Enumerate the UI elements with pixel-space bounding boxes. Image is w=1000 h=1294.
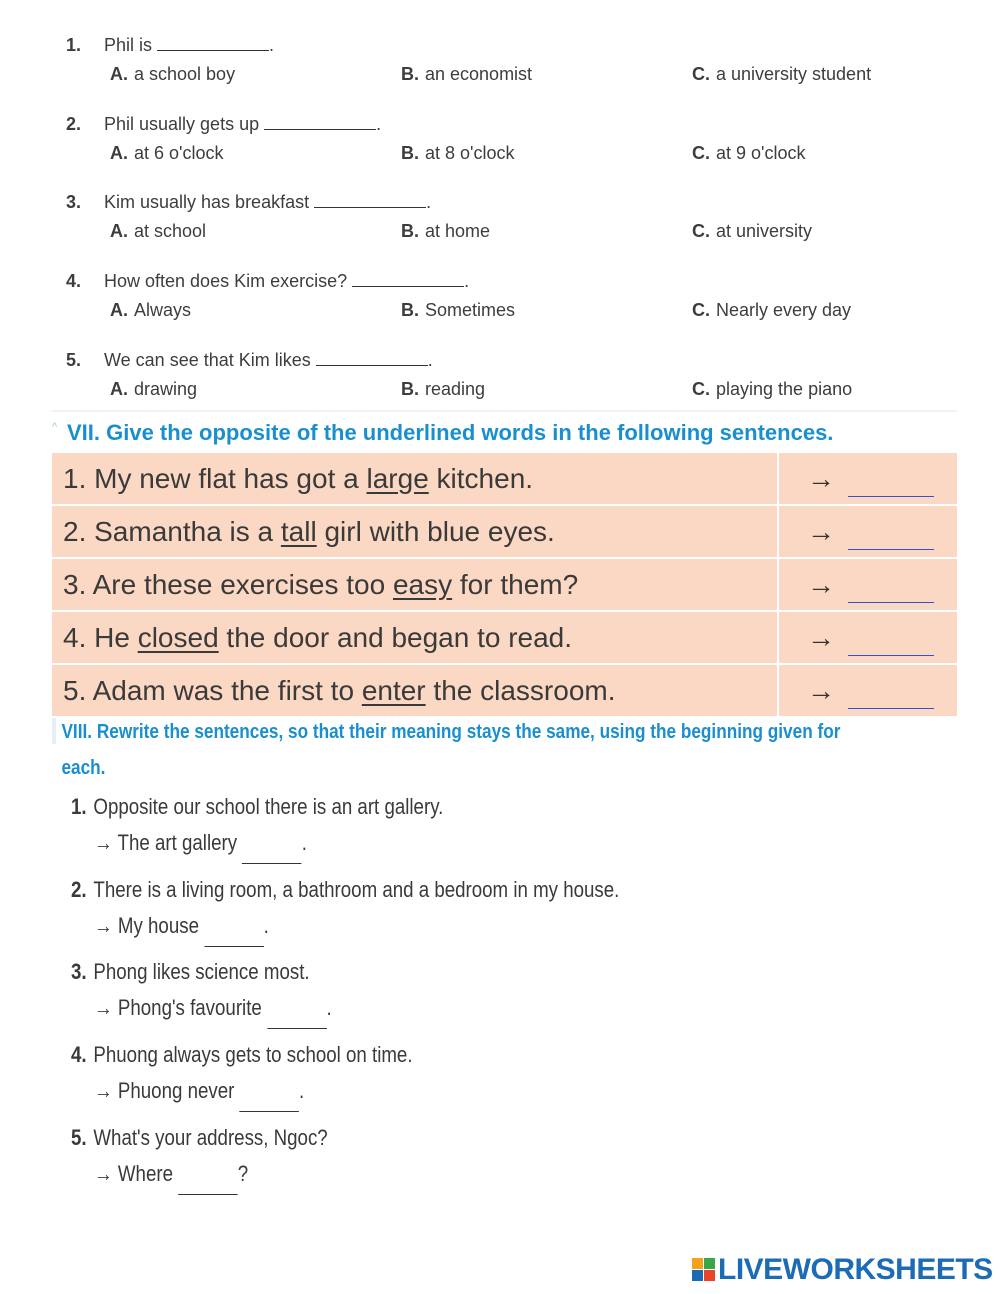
option-c[interactable]: C. Nearly every day [692, 300, 852, 320]
table-row [52, 612, 957, 665]
original-sentence: 1. Opposite our school there is an art gallery. [71, 794, 444, 819]
mc-stem: 1. Phil is . [66, 32, 274, 56]
logo-mark-icon [692, 1258, 716, 1282]
rewrite-prompt: → The art gallery . [94, 830, 307, 864]
original-sentence: 2. There is a living room, a bathroom and a bedroom in my house. [71, 877, 620, 902]
column-divider [777, 665, 779, 716]
arrow-icon: → [807, 675, 835, 706]
answer-blank [264, 111, 376, 130]
option-a[interactable]: A. at school [110, 221, 207, 241]
answer-blank [314, 189, 426, 208]
mc-stem: 5. We can see that Kim likes . [66, 347, 433, 371]
section-8-accent-bar [52, 718, 56, 744]
option-c[interactable]: C. at 9 o'clock [692, 143, 806, 163]
answer-blank [157, 32, 269, 51]
option-b[interactable]: B. an economist [401, 64, 533, 84]
answer-input-3[interactable] [848, 574, 934, 603]
section-7-heading: ^ VII. Give the opposite of the underlined words in the following sentences. [52, 410, 957, 454]
option-a[interactable]: A. at 6 o'clock [110, 143, 224, 163]
column-divider [777, 506, 779, 557]
underlined-word: closed [137, 622, 219, 653]
table-row [52, 559, 957, 612]
option-c[interactable]: C. a university student [692, 64, 872, 84]
mc-stem: 2. Phil usually gets up . [66, 111, 381, 135]
arrow-icon: → [807, 463, 835, 494]
arrow-icon: → [807, 569, 835, 600]
answer-input-4[interactable] [848, 627, 934, 656]
arrow-icon: → [807, 516, 835, 547]
original-sentence: 5. What's your address, Ngoc? [71, 1125, 328, 1150]
sentence: 3. Are these exercises too easy for them? [63, 569, 579, 600]
mc-stem: 4. How often does Kim exercise? . [66, 268, 469, 292]
rewrite-prompt: → Phuong never . [94, 1078, 304, 1112]
underlined-word: tall [280, 516, 317, 547]
option-b[interactable]: B. Sometimes [401, 300, 516, 320]
option-c[interactable]: C. at university [692, 221, 813, 241]
underlined-word: large [366, 463, 429, 494]
answer-blank [352, 268, 464, 287]
column-divider [777, 559, 779, 610]
rewrite-prompt: → Phong's favourite . [94, 995, 332, 1029]
original-sentence: 3. Phong likes science most. [71, 959, 310, 984]
rewrite-prompt: → My house . [94, 913, 269, 947]
rewrite-input-4[interactable] [240, 1087, 300, 1112]
underlined-word: easy [392, 569, 453, 600]
option-c[interactable]: C. playing the piano [692, 379, 853, 399]
table-row [52, 506, 957, 559]
column-divider [777, 453, 779, 504]
underlined-word: enter [361, 675, 426, 706]
answer-input-1[interactable] [848, 468, 934, 497]
option-a[interactable]: A. a school boy [110, 64, 236, 84]
rewrite-input-2[interactable] [204, 922, 264, 947]
answer-blank [316, 347, 428, 366]
option-b[interactable]: B. at 8 o'clock [401, 143, 515, 163]
option-a[interactable]: A. drawing [110, 379, 198, 399]
table-row [52, 665, 957, 718]
column-divider [777, 612, 779, 663]
sentence: 2. Samantha is a tall girl with blue eyes. [63, 516, 555, 547]
mc-stem: 3. Kim usually has breakfast . [66, 189, 431, 213]
sentence: 5. Adam was the first to enter the classroom. [63, 675, 616, 706]
option-b[interactable]: B. at home [401, 221, 491, 241]
option-a[interactable]: A. Always [110, 300, 192, 320]
sentence: 1. My new flat has got a large kitchen. [63, 463, 534, 494]
rewrite-prompt: → Where ? [94, 1161, 248, 1195]
rewrite-input-1[interactable] [242, 839, 302, 864]
arrow-icon: → [807, 622, 835, 653]
rewrite-input-5[interactable] [178, 1170, 238, 1195]
answer-input-2[interactable] [848, 521, 934, 550]
collapse-caret-icon: ^ [52, 421, 58, 433]
logo-text: LIVEWORKSHEETS [718, 1253, 993, 1286]
option-b[interactable]: B. reading [401, 379, 486, 399]
answer-input-5[interactable] [848, 680, 934, 709]
rewrite-input-3[interactable] [267, 1004, 327, 1029]
original-sentence: 4. Phuong always gets to school on time. [71, 1042, 413, 1067]
table-row [52, 453, 957, 506]
sentence: 4. He closed the door and began to read. [63, 622, 573, 653]
